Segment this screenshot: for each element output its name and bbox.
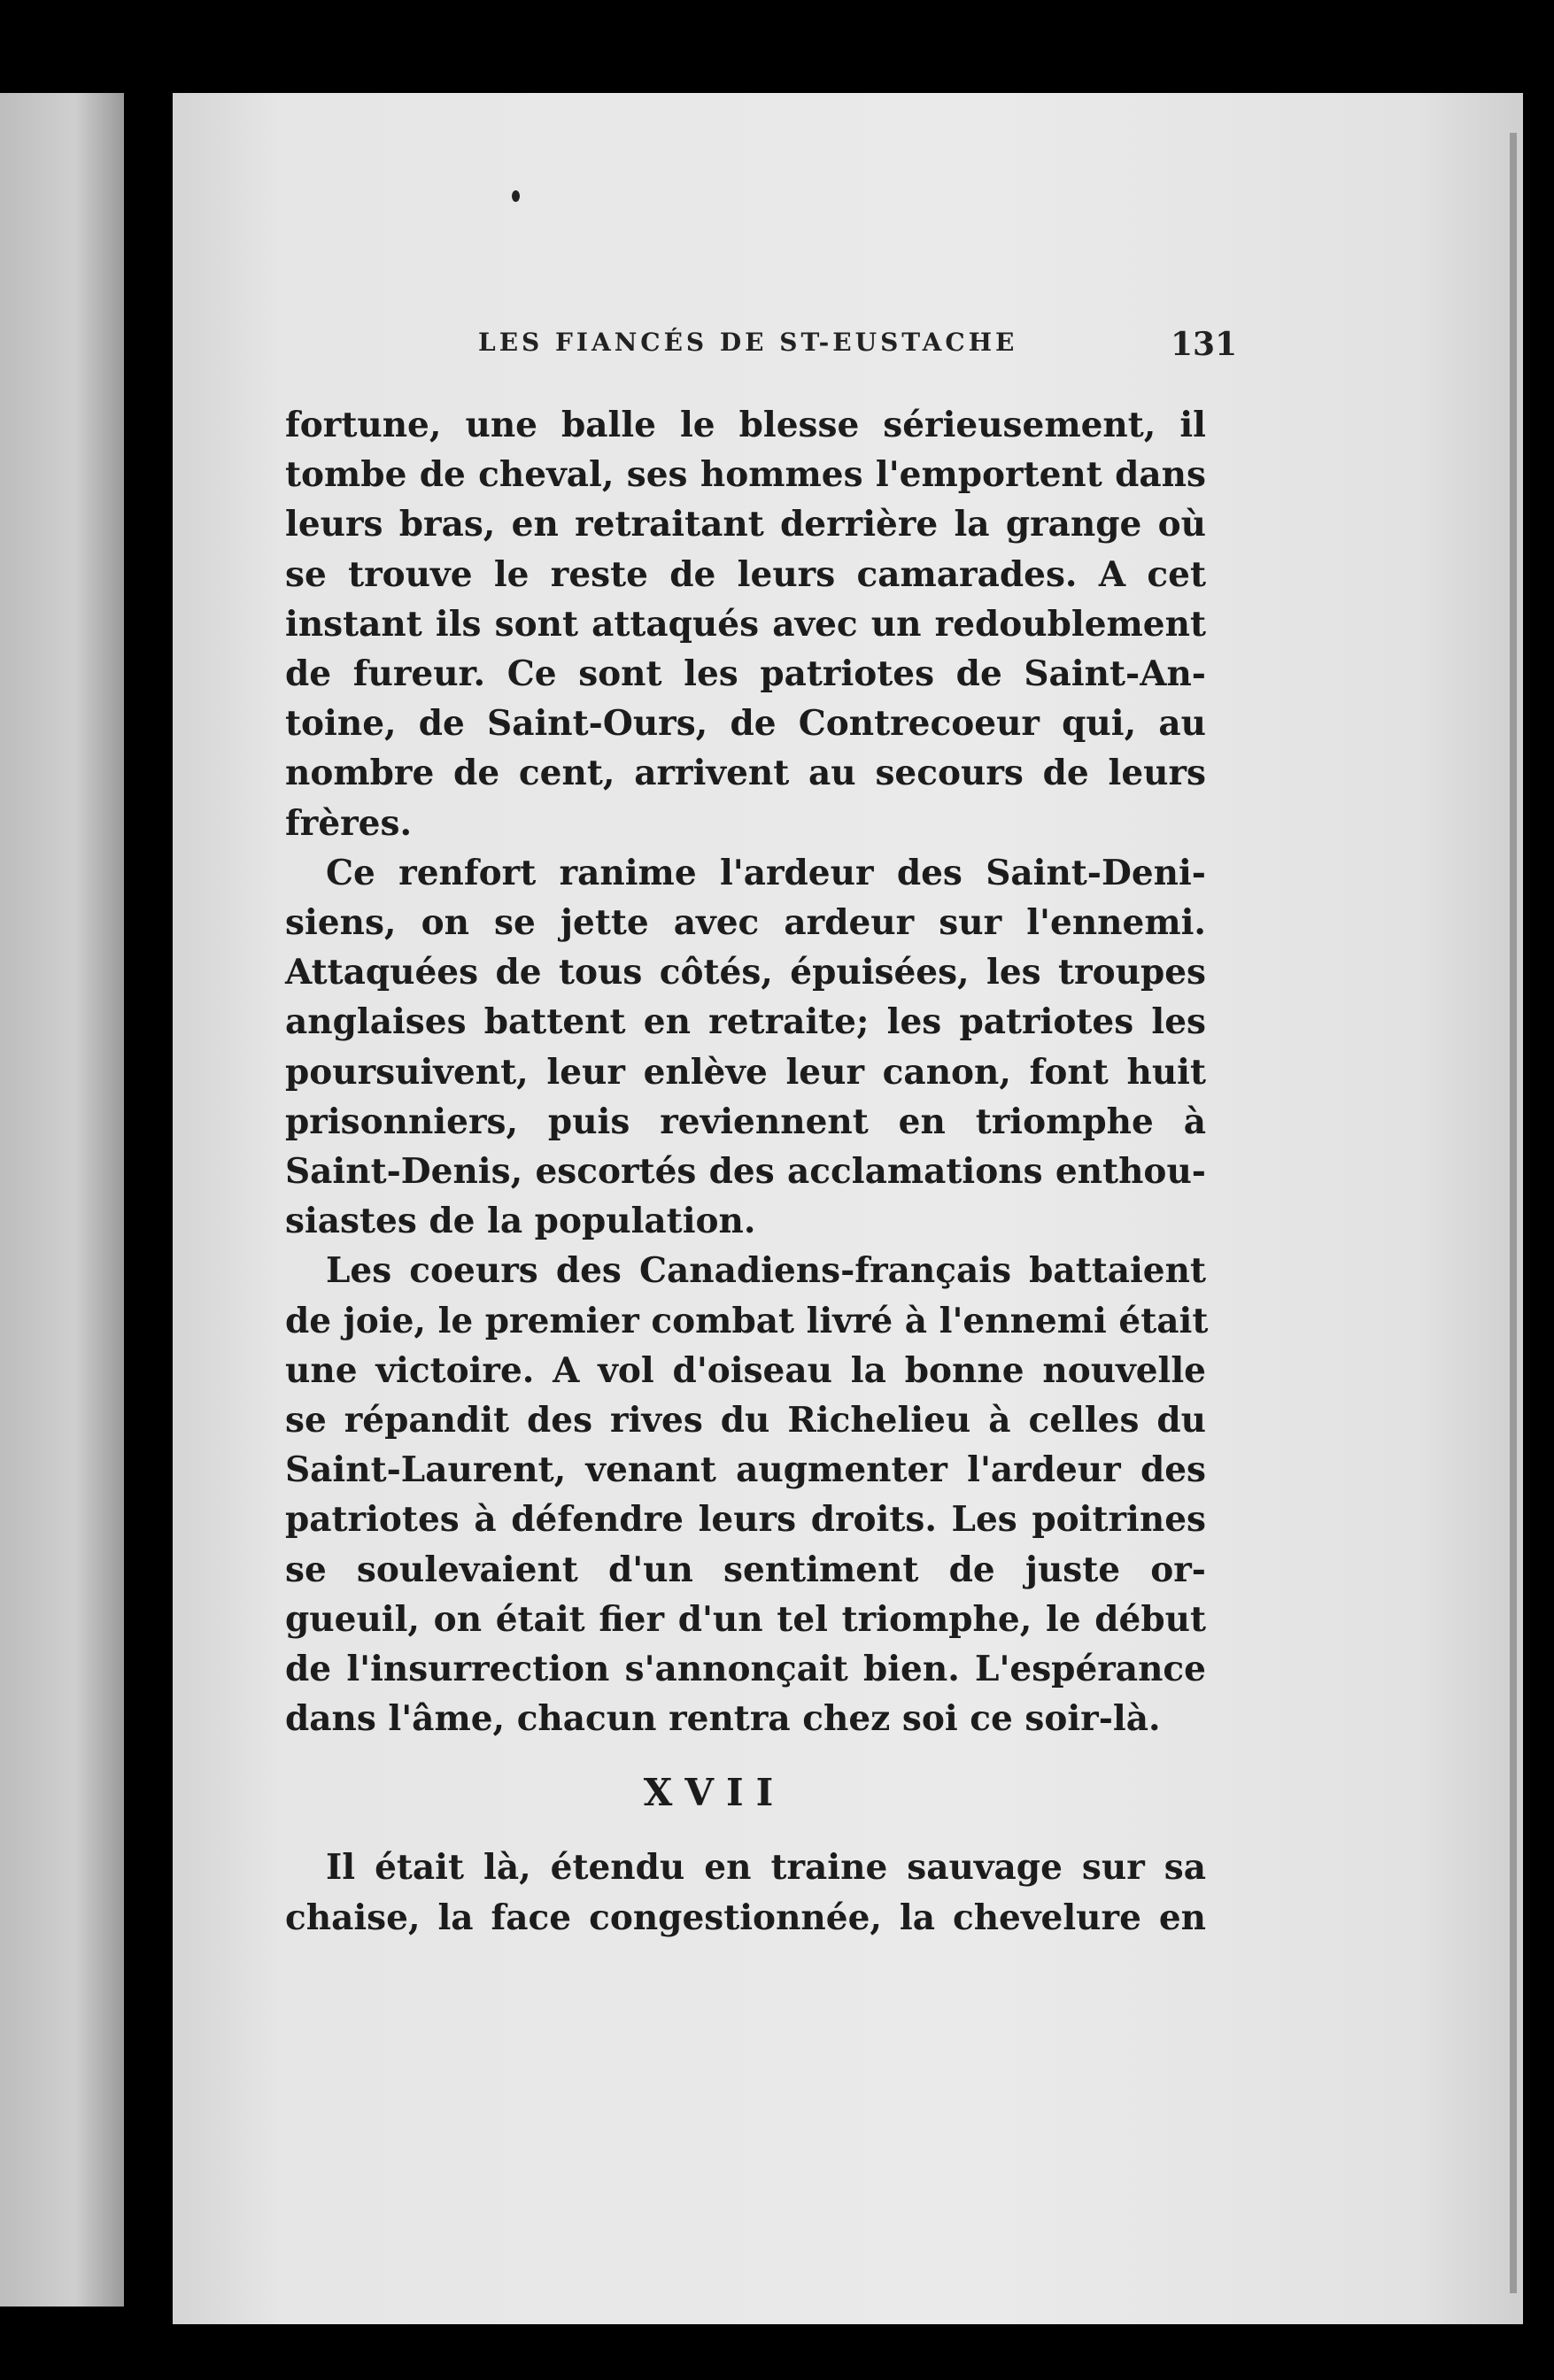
text-line: prisonniers, puis reviennent en triomphe à <box>285 1101 1206 1142</box>
text-line: se trouve le reste de leurs camarades. A cet <box>285 553 1206 595</box>
text-line: toine, de Saint-Ours, de Contrecoeur qui, au <box>285 703 1206 745</box>
page-number: 131 <box>1171 326 1238 363</box>
text-line: de fureur. Ce sont les patriotes de Saint-An- <box>285 653 1206 695</box>
text-line: Ce renfort ranime l'ardeur des Saint-Deni- <box>326 852 1206 893</box>
text-line: Saint-Denis, escortés des acclamations enthou- <box>285 1151 1206 1193</box>
text-line: Il était là, étendu en traine sauvage sur sa <box>326 1847 1206 1889</box>
text-line: fortune, une balle le blesse sérieusement, il <box>285 405 1206 445</box>
ink-speck <box>512 190 520 202</box>
text-line: Les coeurs des Canadiens-français battaient <box>326 1250 1206 1292</box>
text-line: se répandit des rives du Richelieu à celles du <box>285 1400 1206 1441</box>
page-edge-shadow <box>1510 133 1517 2293</box>
text-line: frères. <box>285 802 413 844</box>
text-line: patriotes à défendre leurs droits. Les poitrines <box>285 1499 1206 1541</box>
chapter-heading: XVII <box>643 1771 786 1815</box>
running-head: LES FIANCÉS DE ST-EUSTACHE <box>478 328 1018 357</box>
text-line: une victoire. A vol d'oiseau la bonne nouvelle <box>285 1349 1206 1391</box>
text-line: Saint-Laurent, venant augmenter l'ardeur des <box>285 1449 1206 1491</box>
text-line: de l'insurrection s'annonçait bien. L'espérance <box>285 1649 1206 1690</box>
text-line: siastes de la population. <box>285 1201 756 1242</box>
text-line: leurs bras, en retraitant derrière la grange où <box>285 504 1206 545</box>
text-line: Attaquées de tous côtés, épuisées, les troupes <box>285 952 1206 993</box>
text-line: nombre de cent, arrivent au secours de leurs <box>285 753 1206 794</box>
text-line: tombe de cheval, ses hommes l'emportent dans <box>285 454 1206 496</box>
text-line: chaise, la face congestionnée, la chevelure en <box>285 1897 1206 1938</box>
text-line: gueuil, on était fier d'un tel triomphe, le début <box>285 1598 1206 1640</box>
facing-page-edge <box>0 93 124 2307</box>
text-line: anglaises battent en retraite; les patriotes les <box>285 1001 1206 1043</box>
text-line: dans l'âme, chacun rentra chez soi ce soir-là. <box>285 1698 1161 1740</box>
text-line: siens, on se jette avec ardeur sur l'ennemi. <box>285 902 1206 944</box>
book-gutter <box>124 89 173 2320</box>
text-line: se soulevaient d'un sentiment de juste or- <box>285 1549 1206 1590</box>
page-body <box>285 400 1209 1943</box>
text-line: poursuivent, leur enlève leur canon, font huit <box>285 1051 1206 1093</box>
text-line: instant ils sont attaqués avec un redoublement <box>285 603 1206 645</box>
text-line: de joie, le premier combat livré à l'ennemi était <box>285 1300 1209 1341</box>
